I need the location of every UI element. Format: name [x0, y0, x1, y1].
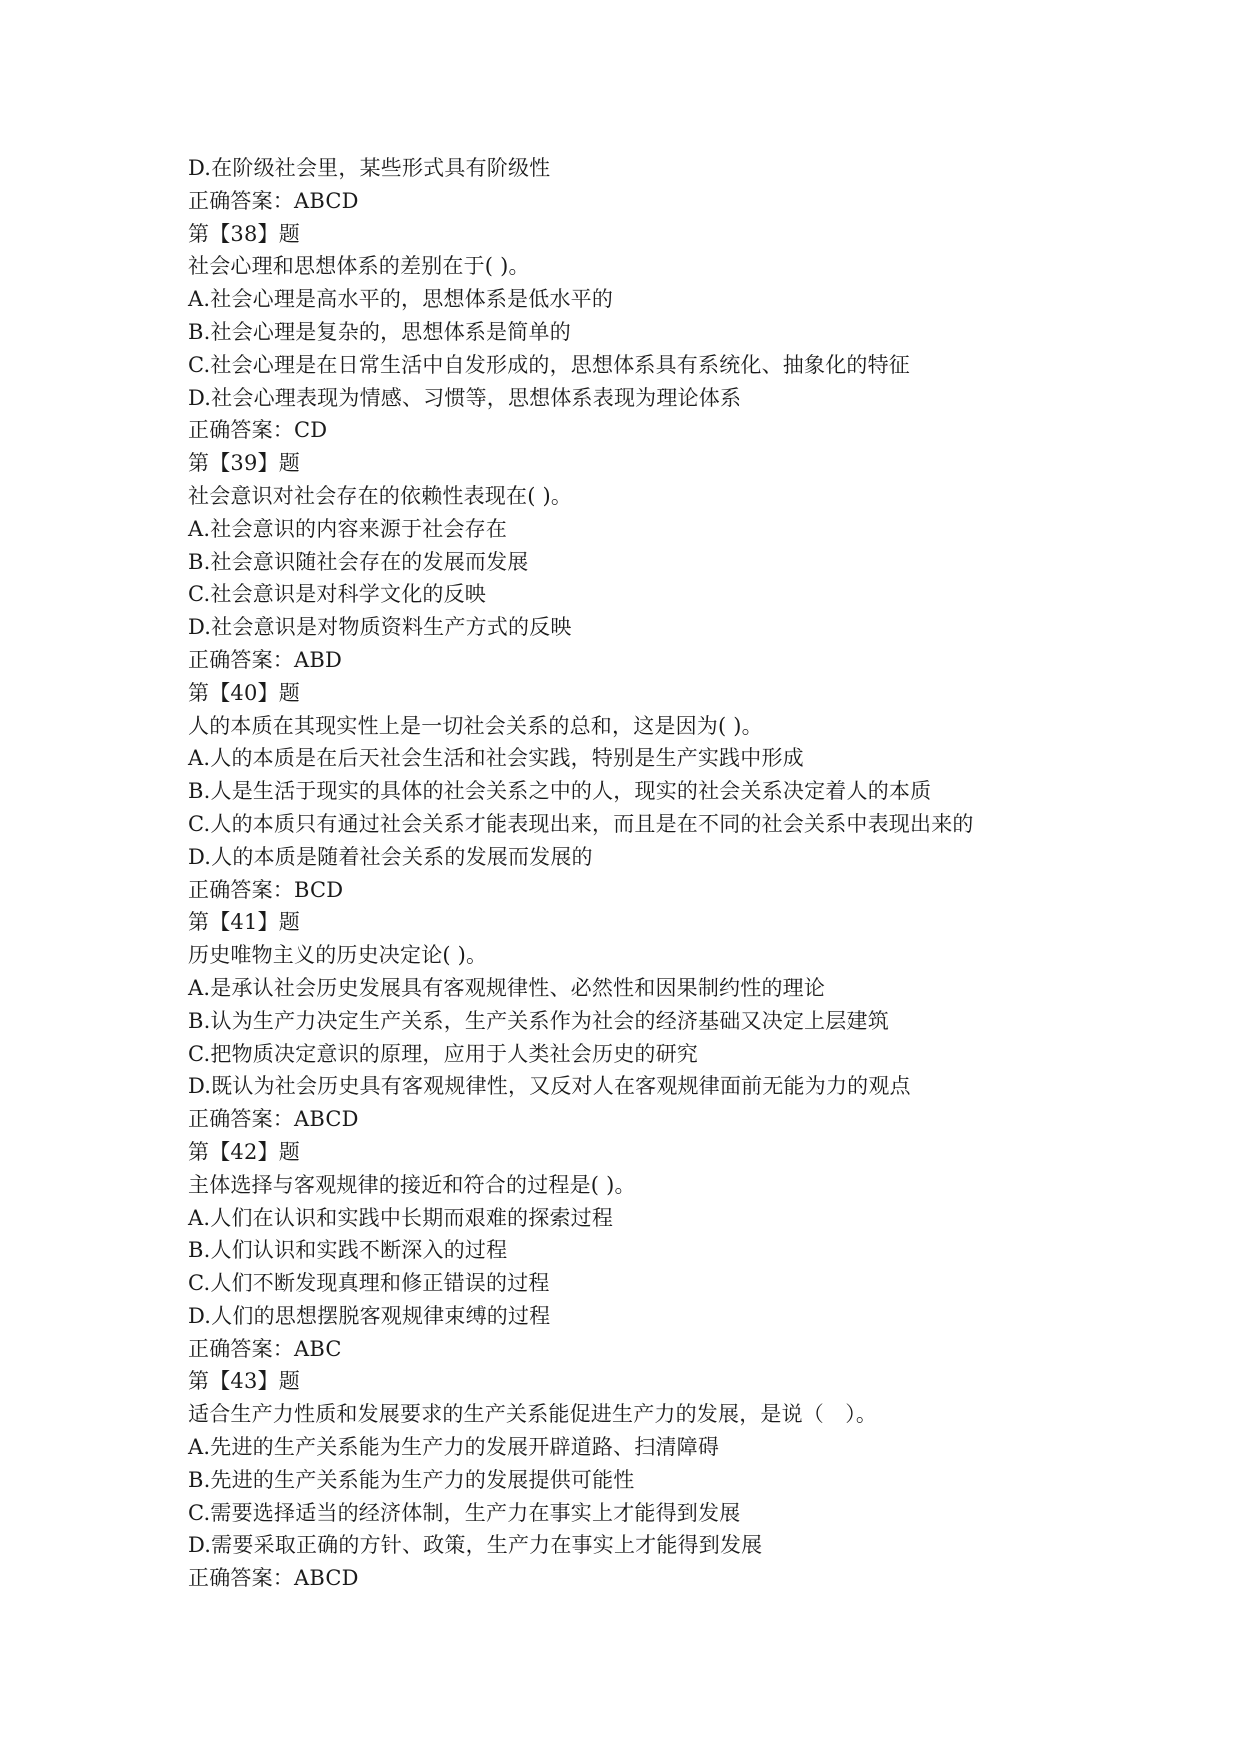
option-c: C.社会意识是对科学文化的反映	[188, 582, 486, 607]
option-d: D.社会心理表现为情感、习惯等，思想体系表现为理论体系	[188, 385, 742, 410]
correct-answer: 正确答案：ABCD	[188, 1107, 359, 1132]
question-number: 第【40】题	[188, 680, 300, 705]
option-d: D.需要采取正确的方针、政策，生产力在事实上才能得到发展	[188, 1533, 763, 1558]
option-a: A.社会意识的内容来源于社会存在	[188, 516, 508, 541]
option-d: D.社会意识是对物质资料生产方式的反映	[188, 615, 572, 640]
question-number: 第【38】题	[188, 221, 300, 246]
correct-answer: 正确答案：BCD	[188, 877, 344, 902]
option-a: A.人们在认识和实践中长期而艰难的探索过程	[188, 1205, 614, 1230]
option-a: A.是承认社会历史发展具有客观规律性、必然性和因果制约性的理论	[188, 975, 826, 1000]
question-number: 第【39】题	[188, 451, 300, 476]
question-number: 第【42】题	[188, 1139, 300, 1164]
correct-answer: 正确答案：ABCD	[188, 1566, 359, 1591]
option-d: D.在阶级社会里，某些形式具有阶级性	[188, 156, 551, 180]
correct-answer: 正确答案：ABCD	[188, 188, 359, 213]
question-stem: 社会心理和思想体系的差别在于( )。	[188, 254, 530, 279]
correct-answer: 正确答案：CD	[188, 418, 328, 443]
option-c: C.社会心理是在日常生活中自发形成的，思想体系具有系统化、抽象化的特征	[188, 352, 910, 377]
option-c: C.人们不断发现真理和修正错误的过程	[188, 1271, 550, 1296]
option-b: B.人是生活于现实的具体的社会关系之中的人，现实的社会关系决定着人的本质	[188, 779, 932, 804]
option-b: B.社会心理是复杂的，思想体系是简单的	[188, 319, 571, 344]
question-stem: 主体选择与客观规律的接近和符合的过程是( )。	[188, 1172, 636, 1197]
question-number: 第【41】题	[188, 910, 300, 935]
option-a: A.社会心理是高水平的，思想体系是低水平的	[188, 287, 614, 312]
option-b: B.先进的生产关系能为生产力的发展提供可能性	[188, 1467, 635, 1492]
option-c: C.把物质决定意识的原理，应用于人类社会历史的研究	[188, 1041, 698, 1066]
question-number: 第【43】题	[188, 1369, 300, 1394]
correct-answer: 正确答案：ABC	[188, 1336, 342, 1361]
option-a: A.人的本质是在后天社会生活和社会实践，特别是生产实践中形成	[188, 746, 804, 771]
option-d: D.人的本质是随着社会关系的发展而发展的	[188, 844, 593, 869]
option-a: A.先进的生产关系能为生产力的发展开辟道路、扫清障碍	[188, 1435, 720, 1460]
option-c: C.人的本质只有通过社会关系才能表现出来，而且是在不同的社会关系中表现出来的	[188, 811, 974, 836]
option-b: B.社会意识随社会存在的发展而发展	[188, 549, 529, 574]
question-stem: 适合生产力性质和发展要求的生产关系能促进生产力的发展，是说（ ）。	[188, 1402, 878, 1427]
option-b: B.认为生产力决定生产关系，生产关系作为社会的经济基础又决定上层建筑	[188, 1008, 889, 1033]
question-stem: 人的本质在其现实性上是一切社会关系的总和，这是因为( )。	[188, 713, 763, 738]
question-stem: 社会意识对社会存在的依赖性表现在( )。	[188, 483, 573, 508]
option-c: C.需要选择适当的经济体制，生产力在事实上才能得到发展	[188, 1500, 741, 1525]
option-b: B.人们认识和实践不断深入的过程	[188, 1238, 508, 1263]
option-d: D.人们的思想摆脱客观规律束缚的过程	[188, 1303, 551, 1328]
question-stem: 历史唯物主义的历史决定论( )。	[188, 943, 488, 968]
document-page	[188, 152, 1188, 1595]
correct-answer: 正确答案：ABD	[188, 647, 343, 672]
option-d: D.既认为社会历史具有客观规律性，又反对人在客观规律面前无能为力的观点	[188, 1074, 911, 1099]
